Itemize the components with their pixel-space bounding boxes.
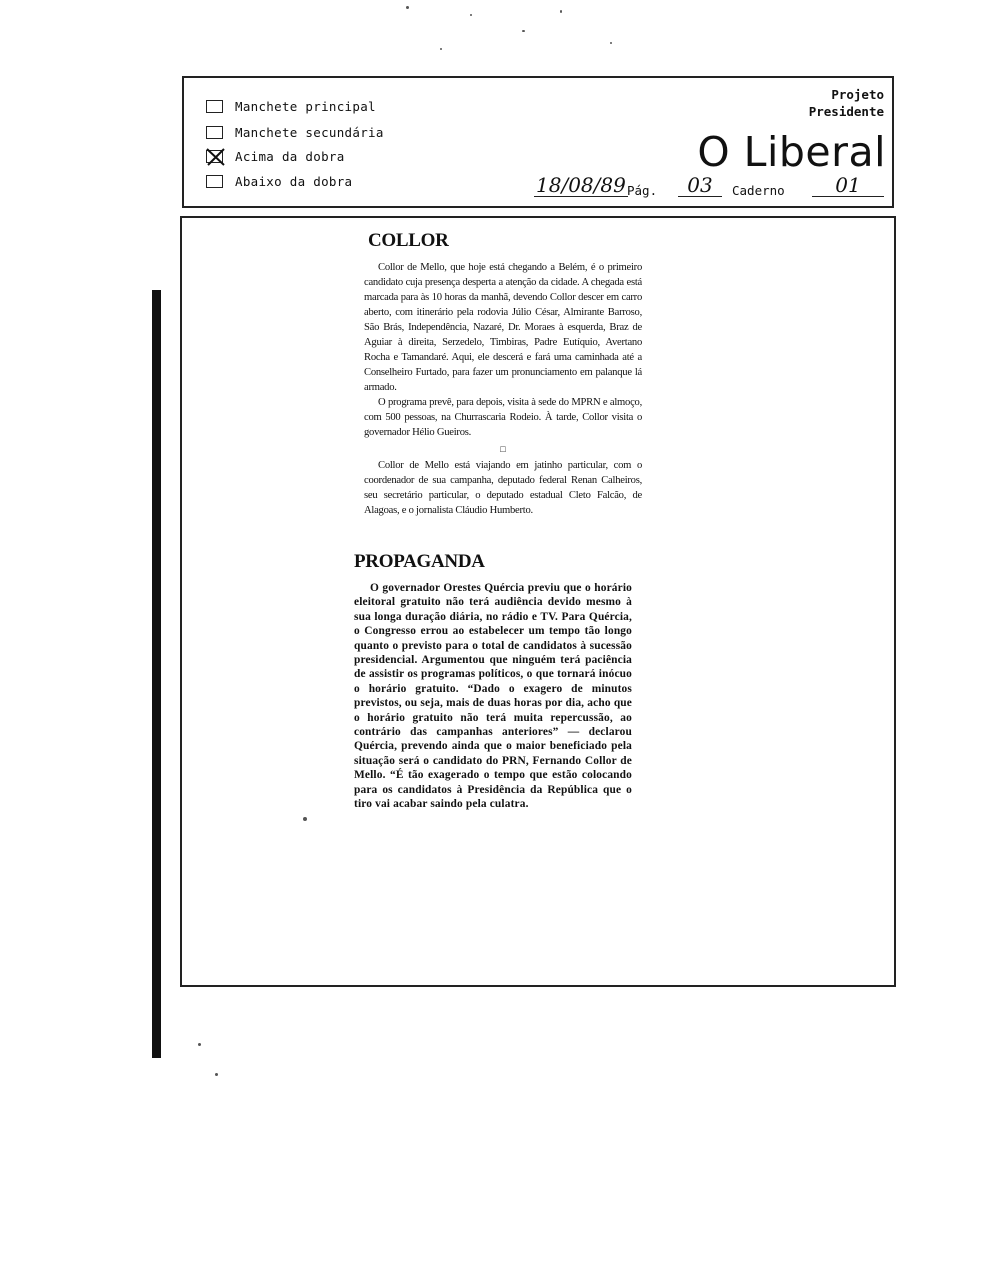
section-label: Caderno <box>732 183 785 198</box>
option-label: Acima da dobra <box>235 149 345 164</box>
scan-speck <box>215 1073 218 1076</box>
article-paragraph: Collor de Mello, que hoje está chegando a Belém, é o primeiro candidato cuja presença desperta a atenção da cidade. A chegada está marcada para às 10 horas da manhã, devendo Collor descer em carro aberto, com itinerário pela rodovia Júlio César, Almirante Barroso, São Brás, Independência, Nazaré, Dr. Moraes à esquerda, Braz de Aguiar à direita, Serzedelo, Timbiras, Padre Eutíquio, Avertano Rocha e Tamandaré. Aqui, ele descerá e fará uma caminhada até a Conselheiro Furtado, para fazer um pronunciamento em palanque lá armado. <box>364 262 642 393</box>
page-field[interactable]: 03 <box>678 174 722 197</box>
page-label: Pág. <box>627 183 658 198</box>
clipping-content-area <box>180 216 896 987</box>
scan-edge-bar <box>152 290 161 1058</box>
project-title <box>809 86 884 120</box>
option-acima-da-dobra[interactable] <box>206 149 345 164</box>
project-line: Projeto <box>831 87 884 102</box>
scan-speck <box>610 42 612 44</box>
article-paragraph: O governador Orestes Quércia previu que o horário eleitoral gratuito não terá audiência devido mesmo à sua longa duração diária, no rádio e TV. Para Quércia, o Congresso errou ao estabelecer um tempo tão longo quanto o previsto para o total de candidatos à sucessão presidencial. Argumentou que ninguém terá paciência de assistir os programas políticos, o que tornará inócuo o horário gratuito. “Dado o exagero de minutos previstos, ou seja, mais de duas horas por dia, acho que o horário gratuito não terá muita repercussão, ao contrário das campanhas anteriores” — declarou Quércia, prevendo ainda que o maior beneficiado pela situação será o candidato do PRN, Fernando Collor de Mello. “É tão exagerado o tempo que estão colocando para os candidatos à Presidência da República que o tiro vai acabar saindo pela culatra. <box>354 582 632 811</box>
scan-speck <box>406 6 409 9</box>
section-field[interactable]: 01 <box>812 174 884 197</box>
option-label: Manchete principal <box>235 99 376 114</box>
article-paragraph: O programa prevê, para depois, visita à sede do MPRN e almoço, com 500 pessoas, na Churrascaria Rodeio. À tarde, Collor visita o governador Hélio Gueiros. <box>364 397 642 438</box>
clipping-form-header <box>182 76 894 208</box>
project-line: Presidente <box>808 104 884 119</box>
article-propaganda <box>354 551 632 812</box>
date-field[interactable]: 18/08/89 <box>536 173 626 197</box>
scan-speck <box>470 14 472 16</box>
option-manchete-secundaria[interactable] <box>206 125 384 140</box>
scan-speck <box>522 30 525 32</box>
option-label: Abaixo da dobra <box>235 174 353 189</box>
check-mark-icon <box>204 145 228 167</box>
article-headline: PROPAGANDA <box>354 551 485 572</box>
scan-speck <box>440 48 442 50</box>
checkbox[interactable] <box>206 126 223 139</box>
option-manchete-principal[interactable] <box>206 99 376 114</box>
scan-speck <box>198 1043 201 1046</box>
paragraph-separator: □ <box>500 444 506 454</box>
option-label: Manchete secundária <box>235 125 384 140</box>
newspaper-name: O Liberal <box>697 128 886 176</box>
article-headline: COLLOR <box>368 230 449 251</box>
article-collor <box>364 230 642 518</box>
checkbox-checked[interactable] <box>206 150 223 163</box>
checkbox[interactable] <box>206 100 223 113</box>
scan-speck <box>560 10 562 13</box>
article-paragraph: Collor de Mello está viajando em jatinho particular, com o coordenador de sua campanha, deputado federal Renan Calheiros, seu secretário particular, o deputado estadual Cleto Falcão, de Alagoas, e o jornalista Cláudio Humberto. <box>364 460 642 516</box>
option-abaixo-da-dobra[interactable] <box>206 174 352 189</box>
checkbox[interactable] <box>206 175 223 188</box>
